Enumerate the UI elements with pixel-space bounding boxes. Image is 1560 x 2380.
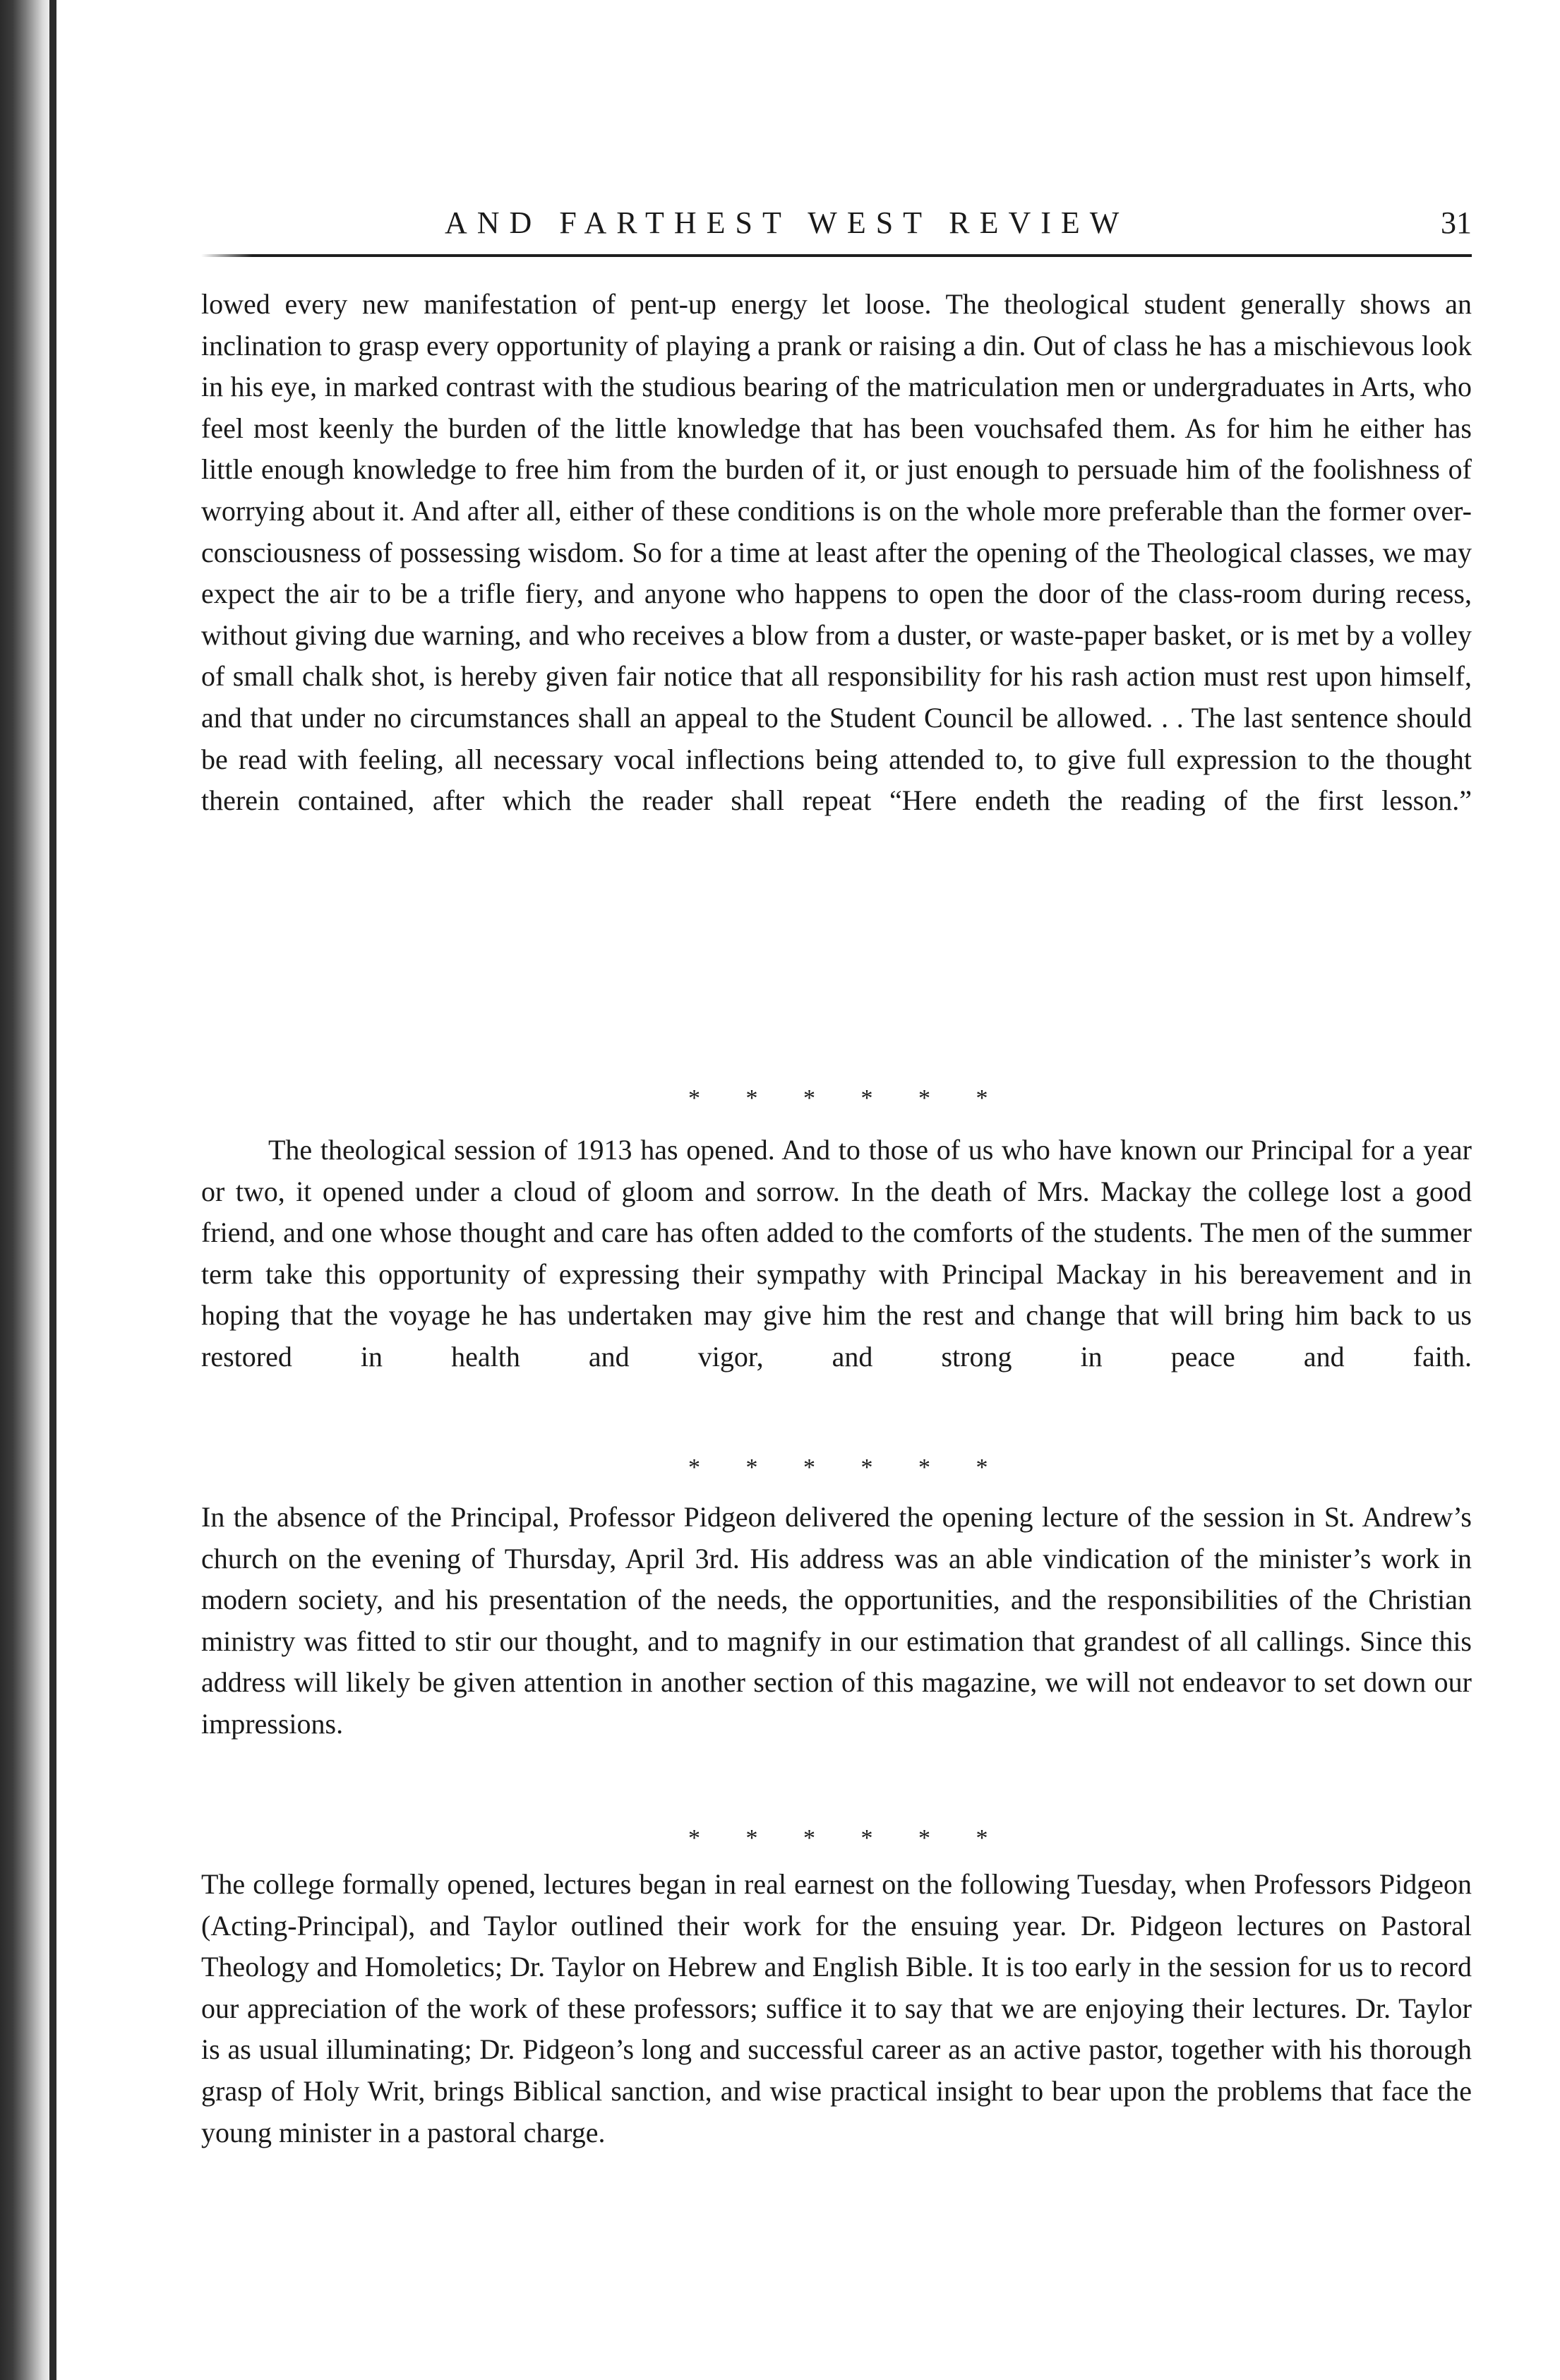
paragraph-1-text: lowed every new manifestation of pent-up energy let loose. The theological student generally shows an inclination to grasp every opportunity of playing a prank or raising a din. Out of class he has a mischievous look in his eye, in marked contrast with the studious bearing of the matriculation men or undergraduates in Arts, who feel most keenly the burden of the little knowledge that has been vouchsafed them. As for him he either has little enough knowledge to free him from the burden of it, or just enough to persuade him of the foolishness of worrying about it. And after all, either of these conditions is on the whole more preferable than the former over-consciousness of possessing wisdom. So for a time at least after the opening of the Theological classes, we may expect the air to be a trifle fiery, and anyone who happens to open the door of the class-room during recess, without giving due warning, and who receives a blow from a duster, or waste-paper basket, or is met by a volley of small chalk shot, is hereby given fair notice that all responsibility for his rash action must rest upon himself, and that under no circumstances shall an appeal to the Student Council be allowed. . . The last sentence should be read with feeling, all necessary vocal inflections being attended to, to give full expression to the thought therein contained, after which the reader shall repeat “Here endeth the reading of the first lesson.” — [201, 288, 1472, 817]
page-number: 31 — [1441, 205, 1472, 240]
section-break-1: * * * * * * — [688, 1085, 1008, 1111]
paragraph-2 — [201, 1130, 1472, 1378]
section-break-3: * * * * * * — [688, 1825, 1008, 1851]
page-binding-line — [49, 0, 56, 2380]
page-header — [201, 205, 1472, 254]
paragraph-3 — [201, 1497, 1472, 1745]
header-rule — [201, 254, 1472, 257]
page-binding-edge — [0, 0, 55, 2380]
running-title: AND FARTHEST WEST REVIEW — [445, 205, 1129, 240]
paragraph-2-text: The theological session of 1913 has opened. And to those of us who have known our Principal for a year or two, it opened under a cloud of gloom and sorrow. In the death of Mrs. Mackay the college lost a good friend, and one whose thought and care has often added to the comforts of the students. The men of the summer term take this opportunity of expressing their sympathy with Principal Mackay in his bereavement and in hoping that the voyage he has undertaken may give him the rest and change that will bring him back to us restored in health and vigor, and strong in peace and faith. — [201, 1134, 1472, 1373]
paragraph-4-text: The college formally opened, lectures began in real earnest on the following Tuesday, when Professors Pidgeon (Acting-Principal), and Taylor outlined their work for the ensuing year. Dr. Pidgeon lectures on Pastoral Theology and Homoletics; Dr. Taylor on Hebrew and English Bible. It is too early in the session for us to record our appreciation of the work of these professors; suffice it to say that we are enjoying their lectures. Dr. Taylor is as usual illuminating; Dr. Pidgeon’s long and successful career as an active pastor, together with his thorough grasp of Holy Writ, brings Biblical sanction, and wise practical insight to bear upon the problems that face the young minister in a pastoral charge. — [201, 1868, 1472, 2148]
paragraph-3-text: In the absence of the Principal, Professor Pidgeon delivered the opening lecture of the session in St. Andrew’s church on the evening of Thursday, April 3rd. His address was an able vindication of the minister’s work in modern society, and his presentation of the needs, the opportunities, and the responsibilities of the Christian ministry was fitted to stir our thought, and to magnify in our estimation that grandest of all callings. Since this address will likely be given attention in another section of this magazine, we will not endeavor to set down our impressions. — [201, 1501, 1472, 1740]
paragraph-4 — [201, 1864, 1472, 2153]
section-break-2: * * * * * * — [688, 1454, 1008, 1481]
paragraph-1 — [201, 284, 1472, 822]
